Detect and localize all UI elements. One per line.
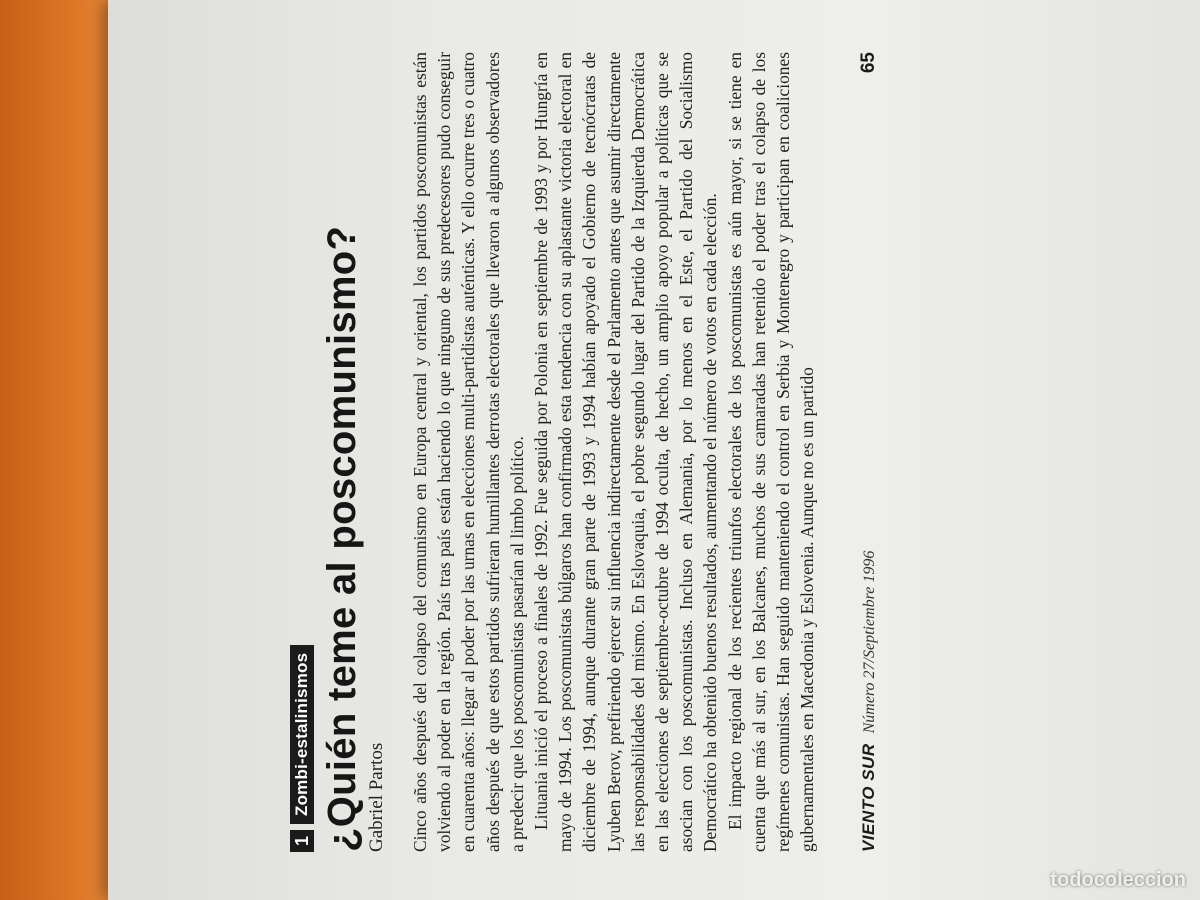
paragraph: Lituania inició el proceso a finales de 1992. Fue seguida por Polonia en septiembre de 1993 y por Hungría en mayo de 1994. Los poscomunistas búlgaros han confirmado esta tendencia con su aplastante victoria electoral en diciembre de 1994, aunque durante gran parte de 1993 y 1994 habían apoyado el Gobierno de tecnócratas de Lyuben Berov, prefiriendo ejercer su influencia indirectamente desde el Parlamento antes que asumir directamente las responsabilidades del mismo. En Eslovaquia, el pobre segundo lugar del Partido de la Izquierda Democrática en las elecciones de septiembre-octubre de 1994 oculta, de hecho, un amplio apoyo popular a políticas que se asocian con los poscomunistas. Incluso en Alemania, por lo menos en el Este, el Partido del Socialismo Democrático ha obtenido buenos resultados, aumentando el número de votos en cada elección. [531, 52, 721, 852]
magazine-name: VIENTO SUR [859, 743, 878, 852]
paragraph: Cinco años después del colapso del comunismo en Europa central y oriental, los partidos poscomunistas están volviendo al poder en la región. País tras país están haciendo lo que ninguno de sus predecesores pudo conseguir en cuarenta años: llegar al poder por las urnas en elecciones multi-partidistas auténticas. Y ello ocurre tres o cuatro años después de que estos partidos sufrieran humillantes derrotas electorales que llevaron a algunos observadores a predecir que los poscomunistas pasarían al limbo político. [410, 52, 527, 852]
page-number: 65 [858, 52, 879, 74]
page-footer [858, 52, 880, 852]
section-kicker [290, 52, 314, 852]
watermark-logo: todocoleccion [1050, 869, 1186, 891]
section-number: 1 [290, 830, 314, 852]
magazine-page [108, 0, 1200, 900]
rotated-page-content [258, 0, 918, 900]
paragraph: El impacto regional de los recientes triunfos electorales de los poscomunistas es aún mayor, si se tiene en cuenta que más al sur, en los Balcanes, muchos de sus camaradas han retenido el poder tras el colapso de los regímenes comunistas. Han seguido manteniendo el control en Serbia y Montenegro y participan en coaliciones gubernamentales en Macedonia y Eslovenia. Aunque no es un partido [724, 52, 818, 852]
issue-info: Número 27/Septiembre 1996 [861, 550, 878, 734]
article-title: ¿Quién teme al poscomunismo? [320, 225, 364, 852]
article-body [408, 52, 819, 852]
section-label: Zombi-estalinismos [290, 645, 314, 824]
article-header [290, 52, 388, 852]
article-author: Gabriel Partos [366, 742, 387, 852]
